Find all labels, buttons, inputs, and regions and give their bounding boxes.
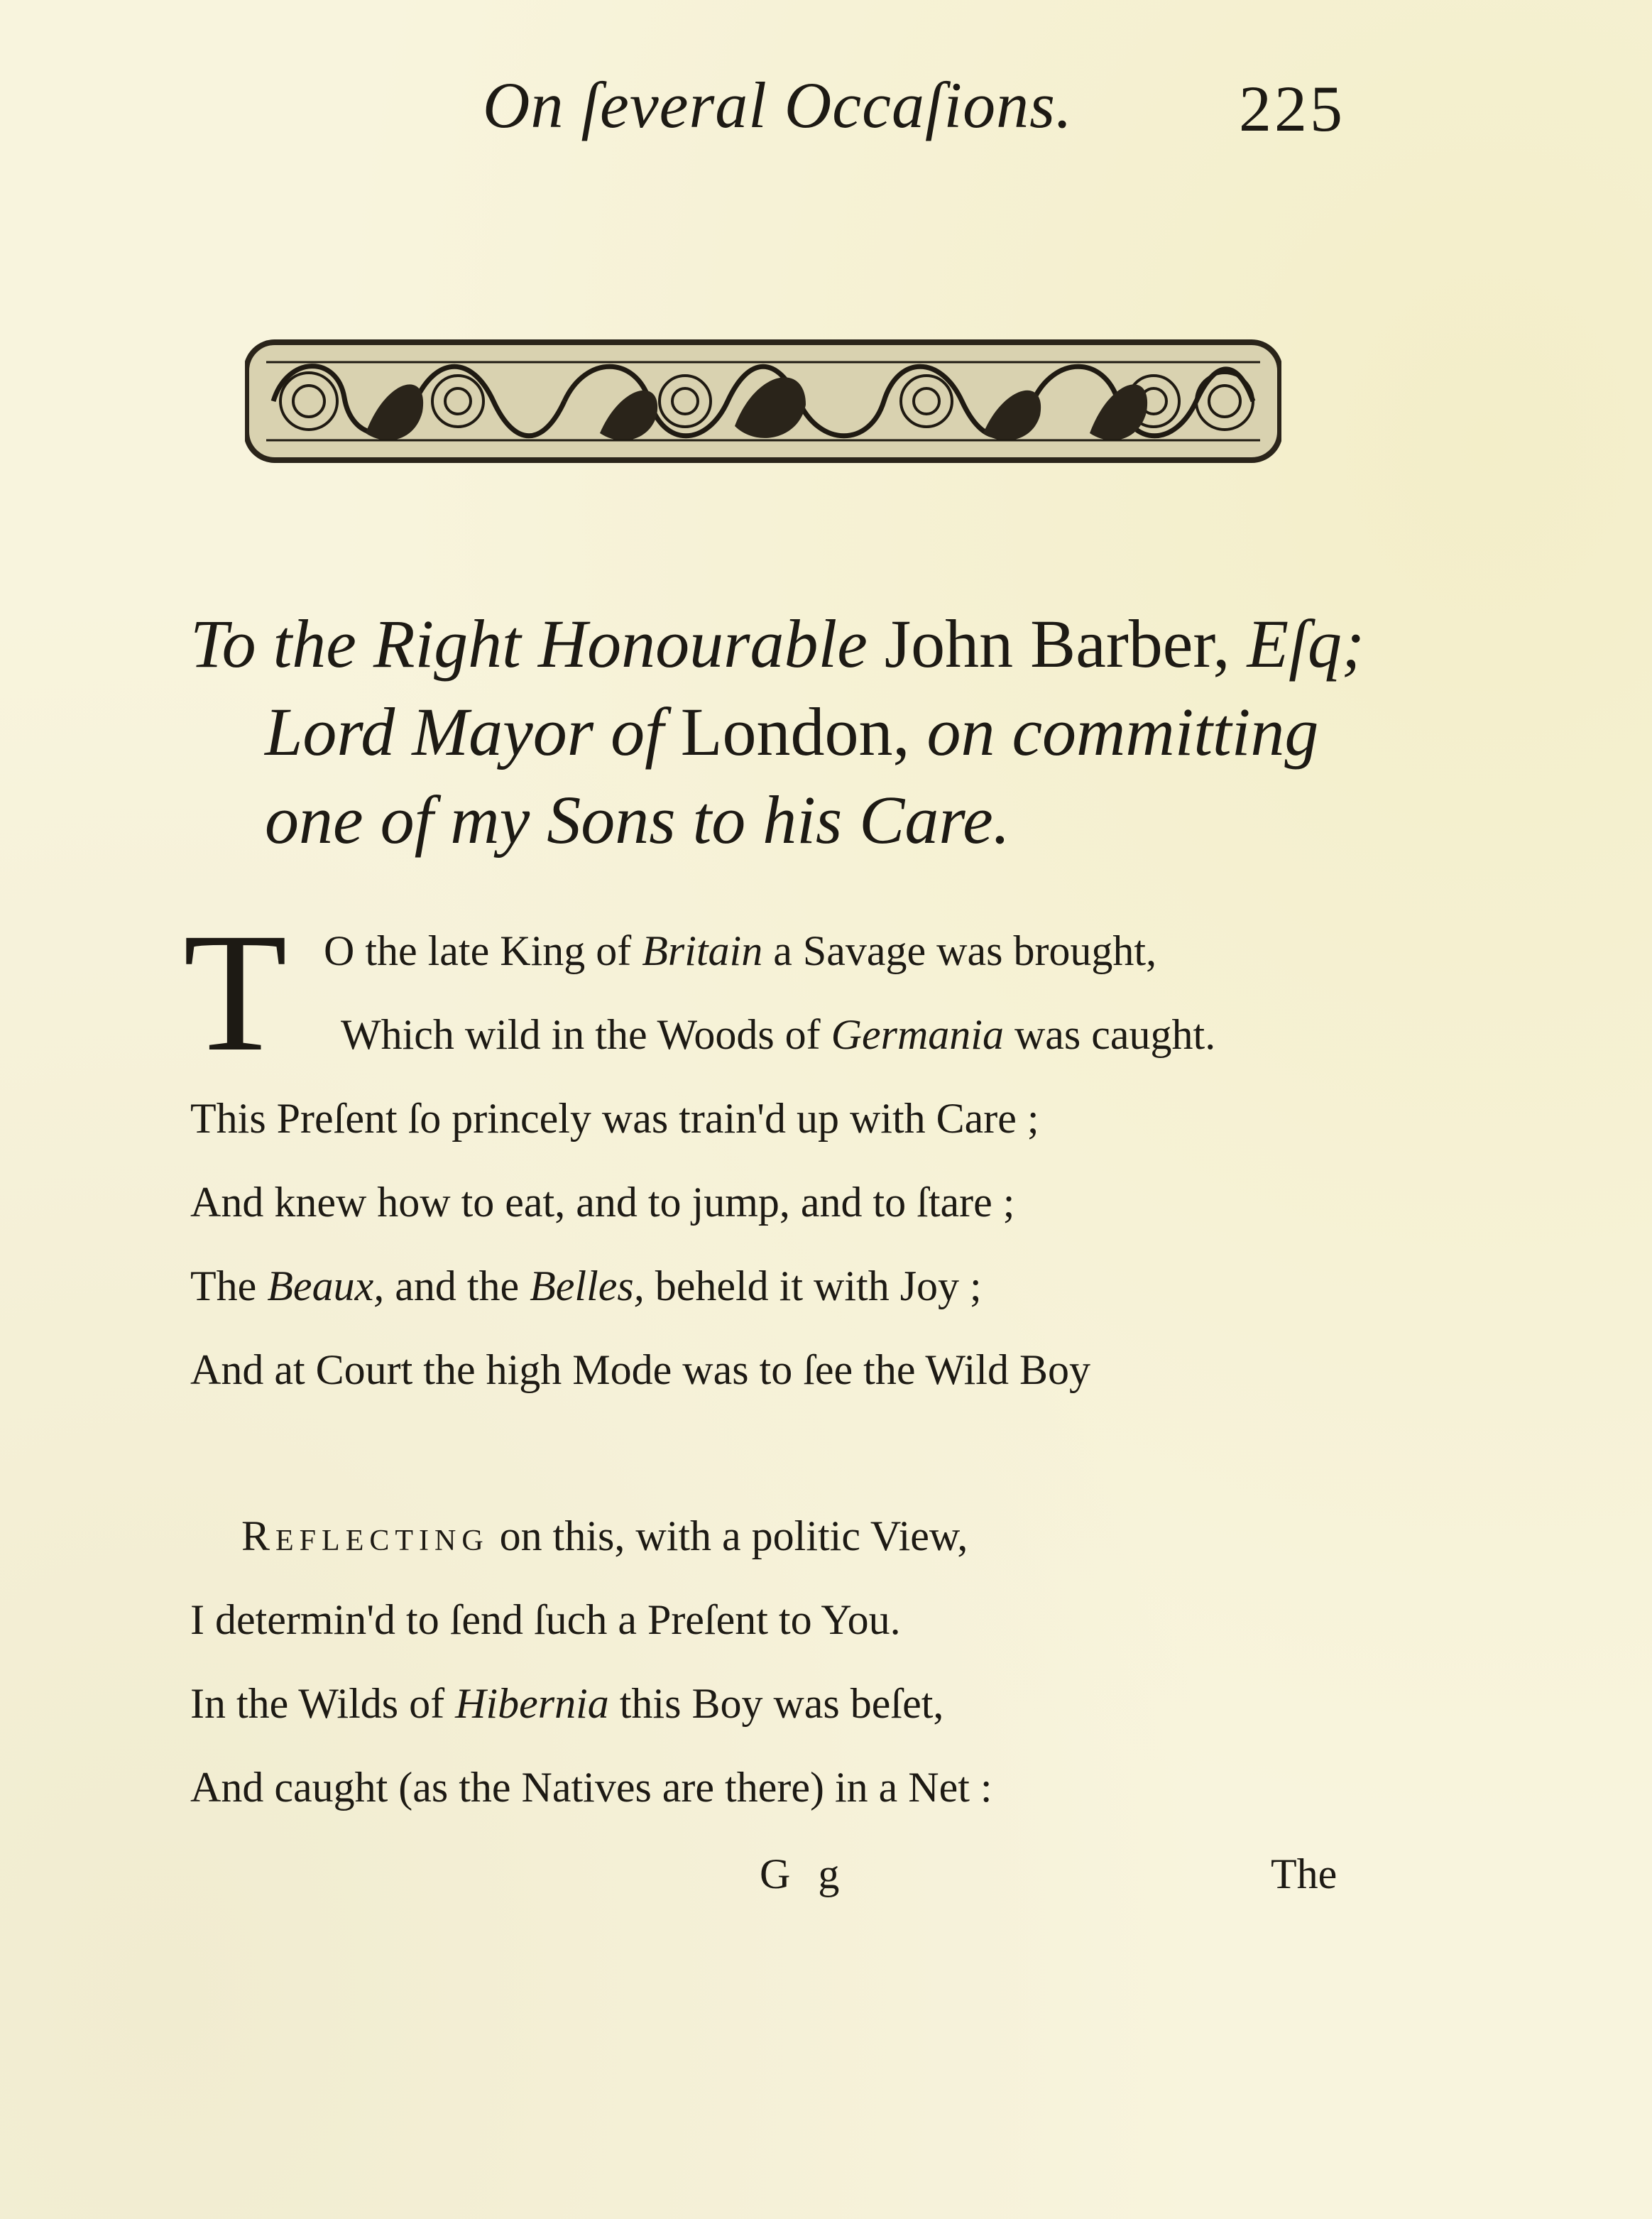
title-line-1 — [190, 600, 1397, 688]
verse-line: Which wild in the Woods of Germania was caught. — [341, 1011, 1216, 1058]
title-line-3 — [190, 776, 1397, 864]
catchword: The — [1271, 1850, 1338, 1897]
verse-line: I determin'd to ſend ſuch a Preſent to You. — [190, 1596, 901, 1643]
drop-cap: T — [183, 898, 288, 1086]
title-line-2 — [190, 688, 1397, 776]
title-esq: Eſq; — [1247, 606, 1364, 682]
title-occasion-end: one of my Sons to his Care. — [265, 782, 1010, 858]
scroll-and-griffin-headpiece-icon — [245, 334, 1281, 469]
verse-line: O the late King of Britain a Savage was brought, — [324, 927, 1157, 974]
small-caps-word: Reflecting — [241, 1512, 489, 1559]
title-name: John Barber, — [884, 606, 1230, 682]
poem-title — [190, 600, 1397, 864]
verse-line: This Preſent ſo princely was train'd up with Care ; — [190, 1095, 1039, 1142]
signature-mark: G g — [760, 1850, 848, 1897]
title-dedication: To the Right Honourable — [190, 606, 868, 682]
verse-line: And caught (as the Natives are there) in a Net : — [190, 1764, 992, 1811]
running-head: On ſeveral Occaſions. — [483, 69, 1073, 141]
verse-line: Reflecting on this, with a politic View, — [241, 1512, 968, 1559]
page-number: 225 — [1239, 72, 1345, 145]
title-office: Lord Mayor of — [265, 694, 664, 770]
title-occasion: on committing — [926, 694, 1319, 770]
verse-line: And knew how to eat, and to jump, and to ſtare ; — [190, 1179, 1015, 1226]
verse-line: The Beaux, and the Belles, beheld it with Joy ; — [190, 1263, 982, 1309]
verse-line: In the Wilds of Hibernia this Boy was beſet, — [190, 1680, 944, 1727]
verse-line: And at Court the high Mode was to ſee the Wild Boy — [190, 1346, 1090, 1393]
title-city: London, — [680, 694, 910, 770]
